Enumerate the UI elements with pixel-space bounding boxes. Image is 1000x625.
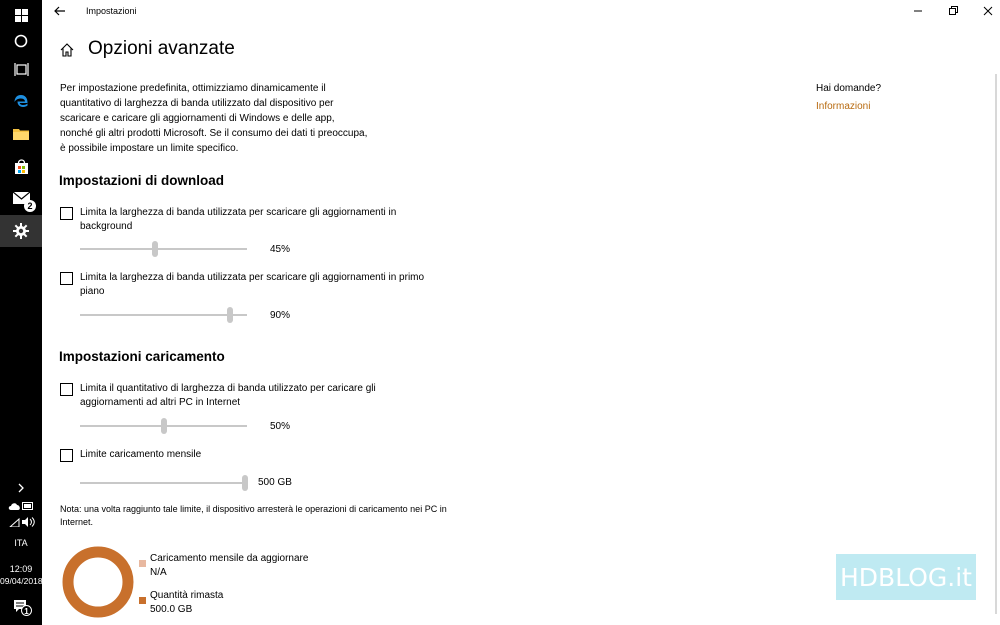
upload-usage-donut-chart [62, 546, 134, 618]
watermark-logo [836, 554, 976, 600]
limit-foreground-download-label[interactable]: Limita la larghezza di banda utilizzata per scaricare gli aggiornamenti in primo piano [80, 272, 425, 297]
slider-track [80, 482, 245, 484]
store-icon[interactable] [0, 157, 42, 175]
taskbar [0, 0, 42, 625]
slider-thumb[interactable] [161, 418, 167, 434]
monthly-upload-limit-label[interactable]: Limite caricamento mensile [80, 449, 202, 460]
limit-background-download-row[interactable] [60, 206, 430, 234]
info-link[interactable]: Informazioni [816, 101, 871, 112]
legend-swatch-remaining [139, 597, 146, 604]
upload-slider[interactable] [80, 417, 247, 435]
page-description: Per impostazione predefinita, ottimizziamo dinamicamente il quantitativo di larghezza di banda utilizzato dal dispositivo per scaricare e caricare gli aggiornamenti di Windows e delle app, nonché gli altri prodotti Microsoft. Se il consumo dei dati ti preoccupa, è possibile impostare un limite specifico. [60, 83, 368, 154]
legend-swatch-monthly [139, 560, 146, 567]
background-download-value: 45% [270, 244, 291, 255]
page-title: Opzioni avanzate [88, 38, 235, 59]
language-indicator[interactable]: ITA [14, 538, 28, 548]
slider-thumb[interactable] [242, 475, 248, 491]
limit-foreground-download-row[interactable] [60, 271, 430, 299]
legend-label-monthly: Caricamento mensile da aggiornare [150, 553, 309, 564]
limit-upload-row[interactable] [60, 382, 430, 410]
monthly-upload-limit-checkbox[interactable] [60, 449, 73, 462]
background-download-slider[interactable] [80, 240, 247, 258]
monthly-upload-slider[interactable] [80, 474, 245, 492]
monthly-upload-limit-row[interactable] [60, 448, 430, 462]
limit-foreground-download-checkbox[interactable] [60, 272, 73, 285]
limit-background-download-label[interactable]: Limita la larghezza di banda utilizzata per scaricare gli aggiornamenti in background [80, 207, 397, 232]
volume-icon[interactable] [0, 516, 42, 528]
windows-start-icon[interactable] [0, 7, 42, 23]
window-title: Impostazioni [86, 6, 137, 16]
cortana-icon[interactable] [0, 33, 42, 49]
download-settings-heading: Impostazioni di download [59, 173, 224, 188]
close-icon[interactable] [980, 4, 996, 18]
file-explorer-icon[interactable] [0, 125, 42, 141]
foreground-download-slider[interactable] [80, 306, 247, 324]
upload-value: 50% [270, 421, 291, 432]
limit-upload-label[interactable]: Limita il quantitativo di larghezza di banda utilizzato per caricare gli aggiornamenti ad altri PC in Internet [80, 383, 376, 408]
restore-icon[interactable] [945, 4, 961, 18]
mail-badge: 2 [24, 200, 36, 212]
slider-track [80, 248, 247, 250]
back-arrow-icon[interactable] [52, 3, 68, 19]
monthly-upload-value: 500 GB [258, 477, 292, 488]
task-view-icon[interactable] [0, 61, 42, 77]
remaining-ring [68, 552, 128, 612]
show-hidden-icons-chevron-icon[interactable] [0, 482, 42, 494]
slider-track [80, 314, 247, 316]
title-bar [42, 0, 1000, 24]
scrollbar[interactable] [995, 74, 997, 614]
notification-badge: 1 [21, 605, 32, 616]
limit-background-download-checkbox[interactable] [60, 207, 73, 220]
legend-value-remaining: 500.0 GB [150, 604, 193, 615]
watermark-text: HDBLOG.it [840, 562, 972, 592]
slider-thumb[interactable] [152, 241, 158, 257]
minimize-icon[interactable] [910, 4, 926, 18]
foreground-download-value: 90% [270, 310, 291, 321]
upload-settings-heading: Impostazioni caricamento [59, 349, 225, 364]
edge-browser-icon[interactable] [0, 92, 42, 110]
legend-label-remaining: Quantità rimasta [150, 590, 224, 601]
slider-thumb[interactable] [227, 307, 233, 323]
upload-limit-note: Nota: una volta raggiunto tale limite, il dispositivo arresterà le operazioni di caricamento nei PC in Internet. [60, 504, 447, 527]
legend-value-monthly: N/A [150, 567, 167, 578]
clock-time[interactable]: 12:09 [9, 564, 33, 574]
clock-date[interactable]: 09/04/2018 [0, 576, 43, 586]
home-icon[interactable] [59, 42, 75, 58]
help-heading: Hai domande? [816, 83, 882, 94]
battery-icon[interactable] [0, 500, 42, 512]
settings-app-icon[interactable] [0, 215, 42, 247]
limit-upload-checkbox[interactable] [60, 383, 73, 396]
